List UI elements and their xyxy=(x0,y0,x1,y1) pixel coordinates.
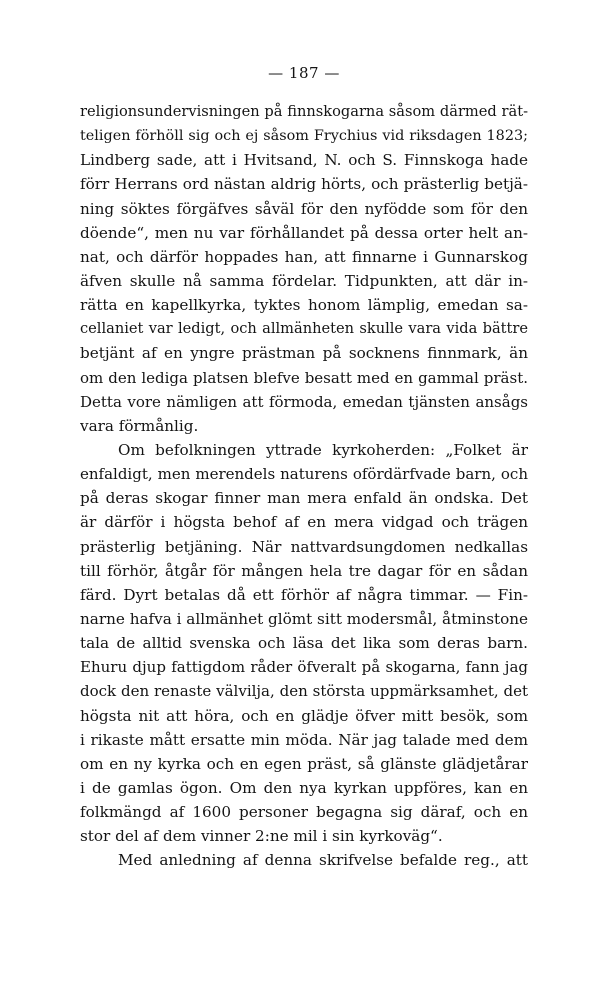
text-line: äfven skulle nå samma fördelar. Tidpunkten, att där in- xyxy=(80,271,528,290)
text-line: folkmängd af 1600 personer begagna sig däraf, och en xyxy=(80,803,528,822)
text-line: på deras skogar finner man mera enfald än ondska. Det xyxy=(80,489,528,508)
text-line: nat, och därför hoppades han, att finnarne i Gunnarskog xyxy=(80,247,528,266)
text-line: Med anledning af denna skrifvelse befalde reg., att xyxy=(118,851,528,870)
text-line: narne hafva i allmänhet glömt sitt modersmål, åtminstone xyxy=(80,609,528,628)
text-line: till förhör, åtgår för mången hela tre dagar för en sådan xyxy=(80,561,528,580)
text-line: tala de alltid svenska och läsa det lika som deras barn. xyxy=(80,634,528,653)
body-text xyxy=(80,100,528,873)
text-line: Ehuru djup fattigdom råder öfveralt på skogarna, fann jag xyxy=(80,658,528,677)
text-line: om en ny kyrka och en egen präst, så glänste glädjetårar xyxy=(80,754,528,773)
text-line: i de gamlas ögon. Om den nya kyrkan uppföres, kan en xyxy=(80,778,528,797)
text-line: prästerlig betjäning. När nattvardsungdomen nedkallas xyxy=(80,537,528,556)
page-number: — 187 — xyxy=(268,64,340,82)
text-line: teligen förhöll sig och ej såsom Frychius vid riksdagen 1823; xyxy=(80,128,528,145)
text-line: enfaldigt, men merendels naturens ofördärfvade barn, och xyxy=(80,465,528,484)
text-line: döende“, men nu var förhållandet på dessa orter helt an- xyxy=(80,223,528,242)
text-line: betjänt af en yngre prästman på socknens finnmark, än xyxy=(80,344,528,363)
text-line: stor del af dem vinner 2:ne mil i sin kyrkoväg“. xyxy=(80,827,443,846)
text-line: dock den renaste välvilja, den största uppmärksamhet, det xyxy=(80,682,528,701)
text-line: religionsundervisningen på finnskogarna såsom därmed rät- xyxy=(80,103,528,120)
text-line: om den lediga platsen blefve besatt med en gammal präst. xyxy=(80,368,528,387)
text-line: Detta vore nämligen att förmoda, emedan tjänsten ansågs xyxy=(80,392,528,411)
text-line: färd. Dyrt betalas då ett förhör af några timmar. — Fin- xyxy=(80,585,528,604)
text-line: i rikaste mått ersatte min möda. När jag talade med dem xyxy=(80,730,528,749)
text-line: rätta en kapellkyrka, tyktes honom lämplig, emedan sa- xyxy=(80,296,528,315)
text-line: cellaniet var ledigt, och allmänheten skulle vara vida bättre xyxy=(80,320,528,338)
text-line: Om befolkningen yttrade kyrkoherden: „Folket är xyxy=(118,440,528,459)
text-line: ning söktes förgäfves såväl för den nyfödde som för den xyxy=(80,199,528,218)
text-line: förr Herrans ord nästan aldrig hörts, och prästerlig betjä- xyxy=(80,175,528,194)
text-line: högsta nit att höra, och en glädje öfver mitt besök, som xyxy=(80,706,528,725)
text-line: är därför i högsta behof af en mera vidgad och trägen xyxy=(80,513,528,532)
text-line: vara förmånlig. xyxy=(80,416,199,435)
text-line: Lindberg sade, att i Hvitsand, N. och S. Finnskoga hade xyxy=(80,151,528,170)
